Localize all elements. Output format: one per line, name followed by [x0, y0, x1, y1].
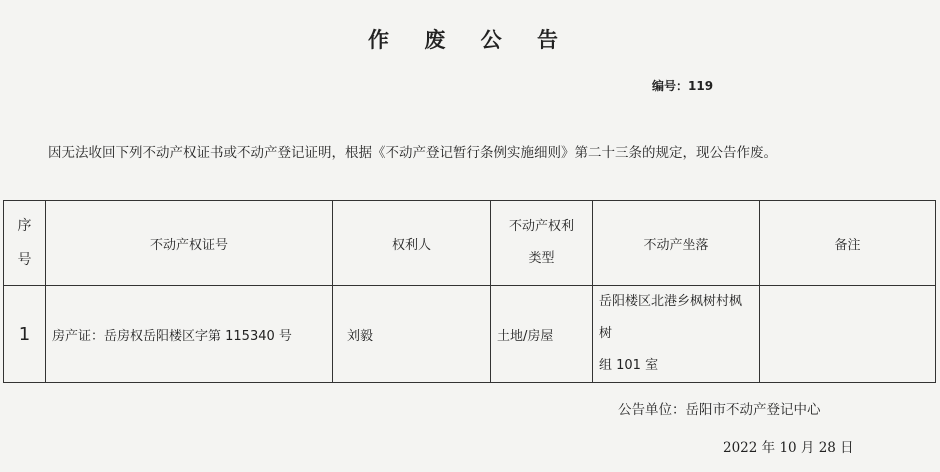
header-seq-line2: 号 — [17, 252, 32, 268]
header-cert-no: 不动产权证号 — [46, 201, 333, 286]
header-location: 不动产坐落 — [593, 201, 760, 286]
header-remarks: 备注 — [760, 201, 936, 286]
header-right-type-line2: 类型 — [528, 251, 555, 266]
row-location-line1: 岳阳楼区北港乡枫树村枫树 — [599, 294, 743, 341]
row-location-line2: 组 101 室 — [599, 358, 659, 373]
header-seq-line1: 序 — [17, 218, 32, 234]
header-right-type-line1: 不动产权利 — [508, 219, 574, 234]
header-seq — [4, 201, 46, 286]
row-remarks — [760, 286, 936, 383]
document-number: 编号：119 — [652, 79, 714, 93]
header-right-type — [491, 201, 593, 286]
row-cert-no: 房产证：岳房权岳阳楼区字第 115340 号 — [46, 286, 333, 383]
header-holder: 权利人 — [333, 201, 491, 286]
page-title: 作 废 公 告 — [368, 28, 572, 52]
table-row — [4, 286, 936, 383]
row-holder: 刘毅 — [333, 286, 491, 383]
row-location — [593, 286, 760, 383]
row-seq: 1 — [4, 286, 46, 383]
void-certificate-table — [3, 200, 936, 383]
preamble-text: 因无法收回下列不动产权证书或不动产登记证明，根据《不动产登记暂行条例实施细则》第二十三条的规定，现公告作废。 — [48, 145, 777, 161]
table-header-row — [4, 201, 936, 286]
issue-date: 2022 年 10 月 28 日 — [723, 440, 854, 456]
row-right-type: 土地/房屋 — [491, 286, 593, 383]
issuing-unit: 公告单位：岳阳市不动产登记中心 — [618, 402, 821, 418]
